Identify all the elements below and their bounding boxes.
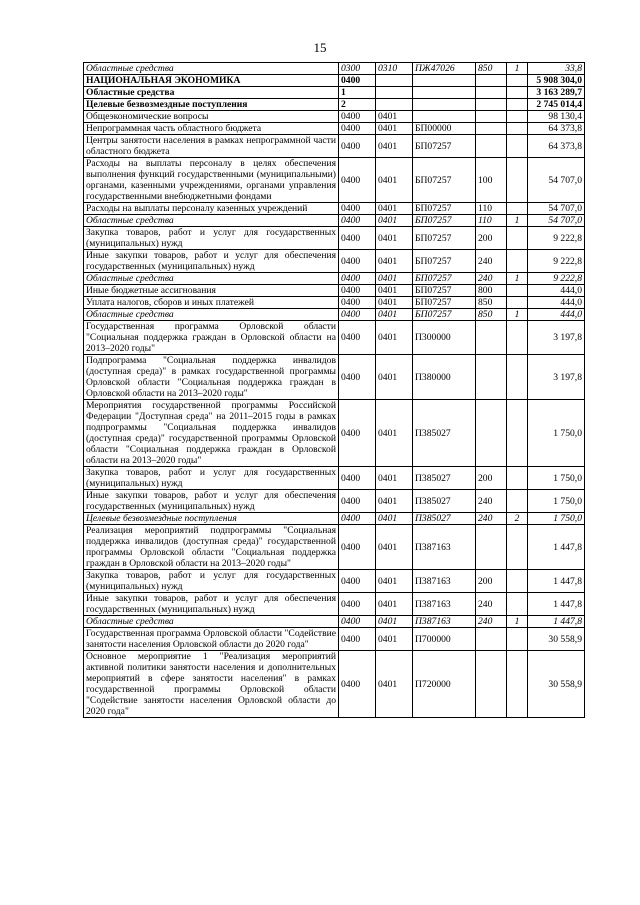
row-name-cell: Закупка товаров, работ и услуг для государственных (муниципальных) нужд [84,467,339,490]
row-name-cell: Целевые безвозмездные поступления [84,513,339,525]
row-target-cell: П387163 [413,616,476,628]
row-expense-type-cell [476,355,507,400]
table-row [84,215,585,227]
row-source-cell [507,355,528,400]
row-source-cell: 1 [507,63,528,75]
row-target-cell: БП07257 [413,285,476,297]
row-section-cell: 0400 [339,135,376,158]
row-sum-cell: 30 558,9 [528,628,585,651]
row-section-cell: 0400 [339,215,376,227]
row-sum-cell: 33,8 [528,63,585,75]
row-expense-type-cell: 240 [476,490,507,513]
row-subsection-cell [376,87,413,99]
row-source-cell [507,203,528,215]
row-target-cell: П385027 [413,400,476,467]
row-name-cell: Расходы на выплаты персоналу казенных учреждений [84,203,339,215]
row-subsection-cell: 0401 [376,513,413,525]
row-sum-cell: 444,0 [528,297,585,309]
row-target-cell: БП07257 [413,297,476,309]
row-source-cell [507,593,528,616]
row-source-cell [507,467,528,490]
row-sum-cell: 9 222,8 [528,227,585,250]
row-sum-cell: 444,0 [528,285,585,297]
row-name-cell: Областные средства [84,309,339,321]
row-source-cell: 1 [507,273,528,285]
row-expense-type-cell [476,525,507,570]
row-name-cell: Мероприятия государственной программы Российской Федерации "Доступная среда" на 2011–2015 годы в рамках подпрограммы "Социальная поддержка инвалидов (доступная среда)" государственной программы Орловской области "Социальная поддержка граждан в Орловской области на 2013–2020 годы" [84,400,339,467]
row-expense-type-cell [476,628,507,651]
row-expense-type-cell: 100 [476,158,507,203]
row-subsection-cell: 0401 [376,273,413,285]
row-name-cell: Областные средства [84,616,339,628]
row-section-cell: 0400 [339,570,376,593]
row-target-cell [413,75,476,87]
row-name-cell: Иные закупки товаров, работ и услуг для обеспечения государственных (муниципальных) нужд [84,490,339,513]
table-row [84,616,585,628]
row-expense-type-cell: 240 [476,250,507,273]
row-sum-cell: 3 163 289,7 [528,87,585,99]
row-target-cell: БП07257 [413,215,476,227]
row-name-cell: Основное мероприятие 1 "Реализация мероприятий активной политики занятости населения и дополнительных мероприятий в сфере занятости населения" в рамках государственной программы Орловской области "Содействие занятости населения Орловской области до 2020 года" [84,651,339,718]
row-subsection-cell: 0401 [376,158,413,203]
table-row [84,227,585,250]
row-expense-type-cell: 850 [476,63,507,75]
row-expense-type-cell: 200 [476,227,507,250]
row-source-cell [507,158,528,203]
row-target-cell: П700000 [413,628,476,651]
row-section-cell: 0400 [339,355,376,400]
row-subsection-cell: 0401 [376,490,413,513]
row-target-cell: П380000 [413,355,476,400]
row-sum-cell: 54 707,0 [528,203,585,215]
table-row [84,309,585,321]
row-target-cell: П387163 [413,525,476,570]
row-subsection-cell: 0401 [376,285,413,297]
row-expense-type-cell: 850 [476,297,507,309]
table-row [84,355,585,400]
row-source-cell [507,75,528,87]
row-expense-type-cell: 850 [476,309,507,321]
row-section-cell: 0400 [339,321,376,355]
row-source-cell [507,227,528,250]
table-row [84,135,585,158]
row-source-cell [507,135,528,158]
row-target-cell: БП07257 [413,203,476,215]
row-target-cell: БП00000 [413,123,476,135]
row-expense-type-cell [476,111,507,123]
row-expense-type-cell: 240 [476,513,507,525]
row-name-cell: Иные закупки товаров, работ и услуг для обеспечения государственных (муниципальных) нужд [84,250,339,273]
table-row [84,123,585,135]
row-source-cell [507,111,528,123]
row-target-cell: П387163 [413,570,476,593]
table-row [84,593,585,616]
row-section-cell: 0400 [339,273,376,285]
row-source-cell [507,250,528,273]
row-source-cell [507,321,528,355]
row-sum-cell: 9 222,8 [528,273,585,285]
row-target-cell: П385027 [413,513,476,525]
row-expense-type-cell [476,400,507,467]
table-row [84,87,585,99]
row-subsection-cell: 0310 [376,63,413,75]
row-sum-cell: 1 447,8 [528,616,585,628]
row-sum-cell: 1 750,0 [528,490,585,513]
row-target-cell: БП07257 [413,135,476,158]
row-source-cell [507,628,528,651]
budget-table [83,62,585,718]
row-subsection-cell: 0401 [376,321,413,355]
row-source-cell [507,651,528,718]
row-subsection-cell: 0401 [376,227,413,250]
table-row [84,525,585,570]
row-section-cell: 1 [339,87,376,99]
row-subsection-cell: 0401 [376,616,413,628]
row-expense-type-cell [476,321,507,355]
row-target-cell: П720000 [413,651,476,718]
row-section-cell: 0400 [339,111,376,123]
row-section-cell: 0400 [339,203,376,215]
table-row [84,651,585,718]
row-name-cell: Областные средства [84,63,339,75]
row-section-cell: 0400 [339,651,376,718]
row-expense-type-cell: 200 [476,467,507,490]
row-source-cell [507,87,528,99]
table-row [84,75,585,87]
row-sum-cell: 64 373,8 [528,123,585,135]
row-sum-cell: 1 447,8 [528,570,585,593]
row-subsection-cell [376,99,413,111]
row-section-cell: 0400 [339,616,376,628]
row-expense-type-cell: 800 [476,285,507,297]
row-subsection-cell: 0401 [376,570,413,593]
row-subsection-cell: 0401 [376,309,413,321]
row-section-cell: 0400 [339,158,376,203]
row-name-cell: НАЦИОНАЛЬНАЯ ЭКОНОМИКА [84,75,339,87]
table-row [84,158,585,203]
row-sum-cell: 1 750,0 [528,400,585,467]
table-row [84,467,585,490]
row-name-cell: Общеэкономические вопросы [84,111,339,123]
row-name-cell: Областные средства [84,87,339,99]
row-source-cell: 1 [507,215,528,227]
row-section-cell: 0400 [339,123,376,135]
row-name-cell: Закупка товаров, работ и услуг для государственных (муниципальных) нужд [84,227,339,250]
row-subsection-cell: 0401 [376,250,413,273]
row-section-cell: 0400 [339,467,376,490]
row-sum-cell: 9 222,8 [528,250,585,273]
table-row [84,297,585,309]
row-section-cell: 0400 [339,513,376,525]
row-name-cell: Иные бюджетные ассигнования [84,285,339,297]
table-row [84,273,585,285]
row-name-cell: Реализация мероприятий подпрограммы "Социальная поддержка инвалидов (доступная среда)" государственной программы Орловской области "Социальная поддержка граждан в Орловской области на 2013–2020 годы" [84,525,339,570]
row-sum-cell: 54 707,0 [528,215,585,227]
row-name-cell: Центры занятости населения в рамках непрограммной части областного бюджета [84,135,339,158]
row-source-cell: 1 [507,616,528,628]
table-row [84,111,585,123]
table-row [84,513,585,525]
budget-table-body [84,63,585,718]
row-source-cell [507,400,528,467]
row-name-cell: Областные средства [84,273,339,285]
row-expense-type-cell: 240 [476,616,507,628]
row-target-cell: БП07257 [413,227,476,250]
row-sum-cell: 2 745 014,4 [528,99,585,111]
row-expense-type-cell [476,99,507,111]
row-name-cell: Закупка товаров, работ и услуг для государственных (муниципальных) нужд [84,570,339,593]
page-number: 15 [313,40,327,55]
row-target-cell: БП07257 [413,309,476,321]
row-subsection-cell: 0401 [376,203,413,215]
row-expense-type-cell: 240 [476,593,507,616]
row-name-cell: Расходы на выплаты персоналу в целях обеспечения выполнения функций государственными (муниципальными) органами, казенными учреждениями, органами управления государственными внебюджетными фондами [84,158,339,203]
row-expense-type-cell [476,123,507,135]
row-subsection-cell: 0401 [376,593,413,616]
row-name-cell: Подпрограмма "Социальная поддержка инвалидов (доступная среда)" в рамках государственной программы Орловской области "Социальная поддержка граждан в Орловской области на 2013–2020 годы" [84,355,339,400]
row-sum-cell: 54 707,0 [528,158,585,203]
row-section-cell: 0400 [339,628,376,651]
row-sum-cell: 30 558,9 [528,651,585,718]
row-target-cell [413,99,476,111]
row-section-cell: 0400 [339,297,376,309]
row-source-cell [507,525,528,570]
row-target-cell [413,111,476,123]
row-name-cell: Уплата налогов, сборов и иных платежей [84,297,339,309]
row-source-cell [507,285,528,297]
row-target-cell: П385027 [413,467,476,490]
row-sum-cell: 98 130,4 [528,111,585,123]
row-target-cell [413,87,476,99]
row-section-cell: 0400 [339,525,376,570]
row-section-cell: 0400 [339,250,376,273]
row-subsection-cell: 0401 [376,123,413,135]
row-sum-cell: 1 750,0 [528,513,585,525]
row-subsection-cell: 0401 [376,215,413,227]
row-subsection-cell: 0401 [376,297,413,309]
row-name-cell: Областные средства [84,215,339,227]
row-expense-type-cell: 200 [476,570,507,593]
row-section-cell: 0400 [339,309,376,321]
row-sum-cell: 3 197,8 [528,355,585,400]
row-sum-cell: 1 447,8 [528,593,585,616]
row-section-cell: 0400 [339,75,376,87]
row-subsection-cell: 0401 [376,628,413,651]
table-row [84,570,585,593]
row-subsection-cell [376,75,413,87]
table-row [84,63,585,75]
row-name-cell: Государственная программа Орловской области "Социальная поддержка граждан в Орловской области на 2013–2020 годы" [84,321,339,355]
table-row [84,628,585,651]
row-subsection-cell: 0401 [376,525,413,570]
row-sum-cell: 64 373,8 [528,135,585,158]
row-target-cell: БП07257 [413,273,476,285]
table-row [84,203,585,215]
row-target-cell: БП07257 [413,158,476,203]
row-expense-type-cell [476,651,507,718]
row-source-cell [507,490,528,513]
row-name-cell: Государственная программа Орловской области "Содействие занятости населения Орловской области до 2020 года" [84,628,339,651]
table-row [84,285,585,297]
row-target-cell: П387163 [413,593,476,616]
row-section-cell: 0400 [339,490,376,513]
row-target-cell: П385027 [413,490,476,513]
row-expense-type-cell: 240 [476,273,507,285]
row-subsection-cell: 0401 [376,467,413,490]
row-source-cell [507,570,528,593]
row-subsection-cell: 0401 [376,111,413,123]
table-row [84,400,585,467]
row-expense-type-cell [476,87,507,99]
row-sum-cell: 1 447,8 [528,525,585,570]
row-section-cell: 0400 [339,285,376,297]
row-section-cell: 0300 [339,63,376,75]
table-row [84,250,585,273]
row-subsection-cell: 0401 [376,651,413,718]
row-source-cell: 1 [507,309,528,321]
row-expense-type-cell [476,75,507,87]
row-sum-cell: 5 908 304,0 [528,75,585,87]
row-name-cell: Целевые безвозмездные поступления [84,99,339,111]
row-subsection-cell: 0401 [376,135,413,158]
row-source-cell [507,123,528,135]
row-source-cell [507,99,528,111]
row-expense-type-cell [476,135,507,158]
row-target-cell: П300000 [413,321,476,355]
row-sum-cell: 444,0 [528,309,585,321]
row-expense-type-cell: 110 [476,215,507,227]
row-target-cell: ПЖ47026 [413,63,476,75]
row-section-cell: 0400 [339,227,376,250]
table-row [84,99,585,111]
row-sum-cell: 1 750,0 [528,467,585,490]
row-target-cell: БП07257 [413,250,476,273]
row-section-cell: 0400 [339,593,376,616]
row-source-cell: 2 [507,513,528,525]
row-name-cell: Иные закупки товаров, работ и услуг для обеспечения государственных (муниципальных) нужд [84,593,339,616]
row-name-cell: Непрограммная часть областного бюджета [84,123,339,135]
row-sum-cell: 3 197,8 [528,321,585,355]
table-row [84,321,585,355]
row-section-cell: 2 [339,99,376,111]
row-source-cell [507,297,528,309]
table-row [84,490,585,513]
row-subsection-cell: 0401 [376,355,413,400]
row-expense-type-cell: 110 [476,203,507,215]
row-subsection-cell: 0401 [376,400,413,467]
row-section-cell: 0400 [339,400,376,467]
